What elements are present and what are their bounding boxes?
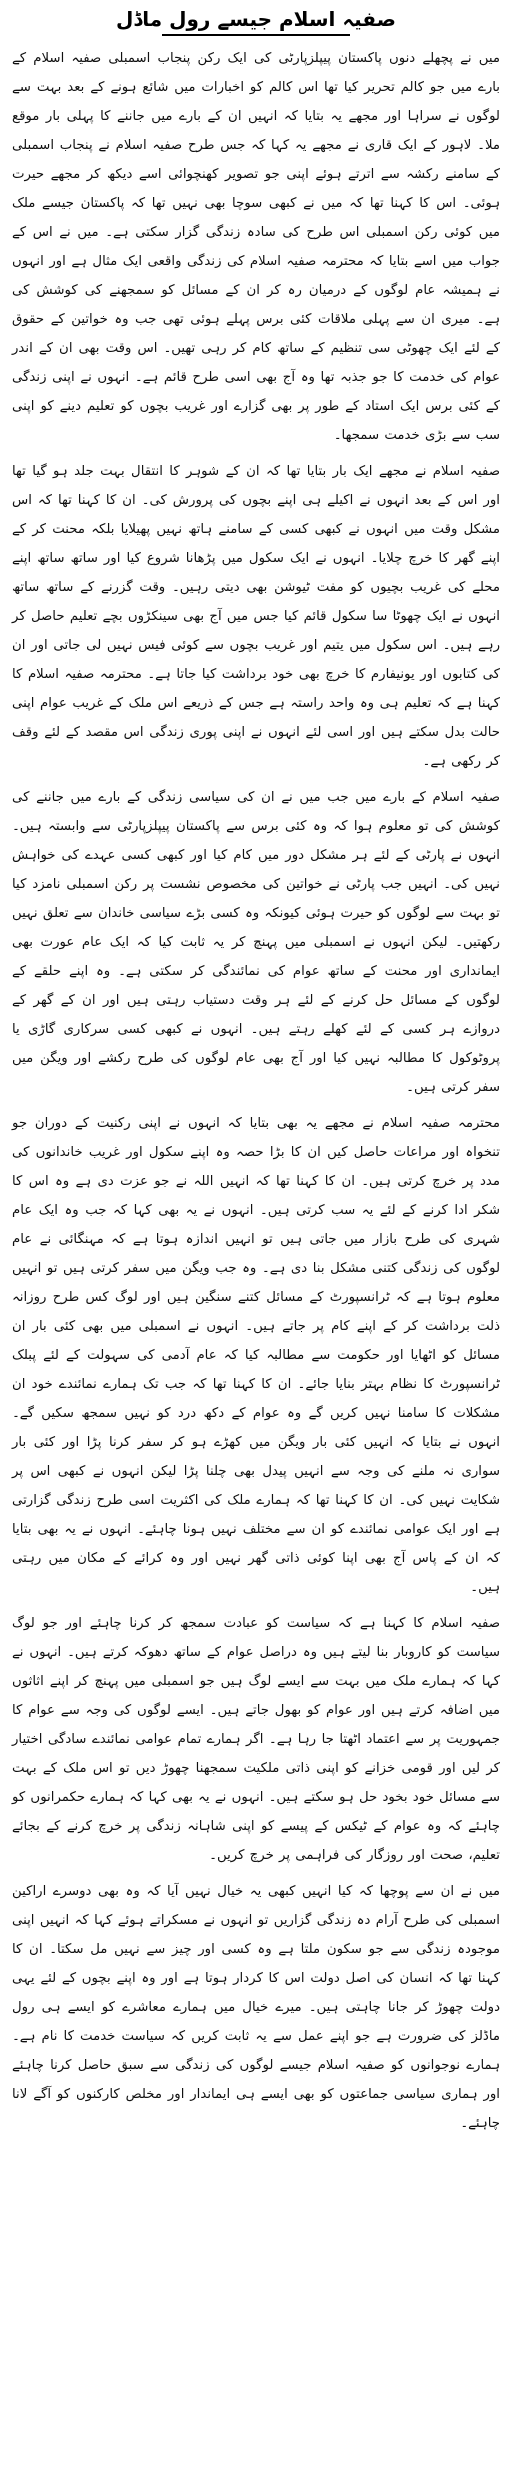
article-headline: صفیہ اسلام جیسے رول ماڈل xyxy=(116,7,396,31)
headline-underline xyxy=(162,34,350,36)
article-paragraph: محترمہ صفیہ اسلام نے مجھے یہ بھی بتایا کہ انہوں نے اپنی رکنیت کے دوران جو تنخواہ اور مراعات حاصل کیں ان کا بڑا حصہ وہ اپنے سکول اور غریب خاندانوں کی مدد پر خرچ کرتی ہیں۔ ان کا کہنا تھا کہ انہیں اللہ نے جو عزت دی ہے وہ اس کا شکر ادا کرنے کے لئے یہ سب کرتی ہیں۔ انہوں نے یہ بھی کہا کہ جب وہ ایک عام شہری کی طرح بازار میں جاتی ہیں تو انہیں اندازہ ہوتا ہے کہ مہنگائی نے عام لوگوں کی زندگی کتنی مشکل بنا دی ہے۔ وہ جب ویگن میں سفر کرتی ہیں تو انہیں معلوم ہوتا ہے کہ ٹرانسپورٹ کے مسائل کتنے سنگین ہیں اور لوگ کس طرح روزانہ ذلت برداشت کر کے اپنے کام پر جاتے ہیں۔ انہوں نے اسمبلی میں بھی کئی بار ان مسائل کو اٹھایا اور حکومت سے مطالبہ کیا کہ عام آدمی کی سہولت کے لئے پبلک ٹرانسپورٹ کا نظام بہتر بنایا جائے۔ ان کا کہنا تھا کہ جب تک ہمارے نمائندے خود ان مشکلات کا سامنا نہیں کریں گے وہ عوام کے دکھ درد کو نہیں سمجھ سکیں گے۔ انہوں نے بتایا کہ انہیں کئی بار ویگن میں کھڑے ہو کر سفر کرنا پڑا اور کئی بار سواری نہ ملنے کی وجہ سے انہیں پیدل بھی چلنا پڑا لیکن انہوں نے کبھی اس پر شکایت نہیں کی۔ ان کا کہنا تھا کہ ہمارے ملک کی اکثریت اسی طرح زندگی گزارتی ہے اور ایک عوامی نمائندے کو ان سے مختلف نہیں ہونا چاہئے۔ انہوں نے یہ بھی بتایا کہ ان کے پاس آج بھی اپنا کوئی ذاتی گھر نہیں اور وہ کرائے کے مکان میں رہتی ہیں۔ xyxy=(12,1116,500,1595)
article-body xyxy=(12,44,500,2138)
article-paragraph: صفیہ اسلام کا کہنا ہے کہ سیاست کو عبادت سمجھ کر کرنا چاہئے اور جو لوگ سیاست کو کاروبار بنا لیتے ہیں وہ دراصل عوام کے ساتھ دھوکہ کرتے ہیں۔ انہوں نے کہا کہ ہمارے ملک میں بہت سے ایسے لوگ ہیں جو اسمبلی میں پہنچ کر اپنے اثاثوں میں اضافہ کرتے ہیں اور عوام کو بھول جاتے ہیں۔ ایسے لوگوں کی وجہ سے عوام کا جمہوریت پر سے اعتماد اٹھتا جا رہا ہے۔ اگر ہمارے تمام عوامی نمائندے سادگی اختیار کر لیں اور قومی خزانے کو اپنی ذاتی ملکیت سمجھنا چھوڑ دیں تو اس ملک کے بہت سے مسائل خود بخود حل ہو سکتے ہیں۔ انہوں نے یہ بھی کہا کہ ہمارے حکمرانوں کو چاہئے کہ وہ عوام کے ٹیکس کے پیسے کو اپنی شاہانہ زندگی پر خرچ کرنے کے بجائے تعلیم، صحت اور روزگار کی فراہمی پر خرچ کریں۔ xyxy=(12,1616,500,1863)
article-paragraph: میں نے ان سے پوچھا کہ کیا انہیں کبھی یہ خیال نہیں آیا کہ وہ بھی دوسرے اراکین اسمبلی کی طرح آرام دہ زندگی گزاریں تو انہوں نے مسکراتے ہوئے کہا کہ انہیں اپنی موجودہ زندگی سے جو سکون ملتا ہے وہ کسی اور چیز سے نہیں مل سکتا۔ ان کا کہنا تھا کہ انسان کی اصل دولت اس کا کردار ہوتا ہے اور وہ اپنے بچوں کے لئے یہی دولت چھوڑ کر جانا چاہتی ہیں۔ میرے خیال میں ہمارے معاشرے کو ایسے ہی رول ماڈلز کی ضرورت ہے جو اپنے عمل سے یہ ثابت کریں کہ سیاست خدمت کا نام ہے۔ ہمارے نوجوانوں کو صفیہ اسلام جیسے لوگوں کی زندگی سے سبق حاصل کرنا چاہئے اور ہماری سیاسی جماعتوں کو بھی ایسے ہی ایماندار اور مخلص کارکنوں کو آگے لانا چاہئے۔ xyxy=(12,1884,500,2131)
article-paragraph: صفیہ اسلام کے بارے میں جب میں نے ان کی سیاسی زندگی کے بارے میں جاننے کی کوشش کی تو معلوم ہوا کہ وہ کئی برس سے پاکستان پیپلزپارٹی سے وابستہ ہیں۔ انہوں نے پارٹی کے لئے ہر مشکل دور میں کام کیا اور کبھی کسی عہدے کی خواہش نہیں کی۔ انہیں جب پارٹی نے خواتین کی مخصوص نشست پر رکن اسمبلی نامزد کیا تو بہت سے لوگوں کو حیرت ہوئی کیونکہ وہ کسی بڑے سیاسی خاندان سے تعلق نہیں رکھتیں۔ لیکن انہوں نے اسمبلی میں پہنچ کر یہ ثابت کیا کہ ایک عام عورت بھی ایمانداری اور محنت کے ساتھ عوام کی نمائندگی کر سکتی ہے۔ وہ اپنے حلقے کے لوگوں کے مسائل حل کرنے کے لئے ہر وقت دستیاب رہتی ہیں اور ان کے گھر کے دروازے ہر کسی کے لئے کھلے رہتے ہیں۔ انہوں نے کبھی کسی سرکاری گاڑی یا پروٹوکول کا مطالبہ نہیں کیا اور آج بھی عام لوگوں کی طرح رکشے اور ویگن میں سفر کرتی ہیں۔ xyxy=(12,790,500,1095)
article-paragraph: صفیہ اسلام نے مجھے ایک بار بتایا تھا کہ ان کے شوہر کا انتقال بہت جلد ہو گیا تھا اور اس کے بعد انہوں نے اکیلے ہی اپنے بچوں کی پرورش کی۔ ان کا کہنا تھا کہ اس مشکل وقت میں انہوں نے کبھی کسی کے سامنے ہاتھ نہیں پھیلایا بلکہ محنت کر کے اپنے گھر کا خرچ چلایا۔ انہوں نے ایک سکول میں پڑھانا شروع کیا اور ساتھ ساتھ اپنے محلے کی غریب بچیوں کو مفت ٹیوشن بھی دیتی رہیں۔ وقت گزرنے کے ساتھ ساتھ انہوں نے ایک چھوٹا سا سکول قائم کیا جس میں آج بھی سینکڑوں بچے تعلیم حاصل کر رہے ہیں۔ اس سکول میں یتیم اور غریب بچوں سے کوئی فیس نہیں لی جاتی اور ان کی کتابوں اور یونیفارم کا خرچ بھی خود برداشت کیا جاتا ہے۔ محترمہ صفیہ اسلام کا کہنا ہے کہ تعلیم ہی وہ واحد راستہ ہے جس کے ذریعے اس ملک کے غریب عوام اپنی حالت بدل سکتے ہیں اور اسی لئے انہوں نے اپنی پوری زندگی اس مقصد کے لئے وقف کر رکھی ہے۔ xyxy=(12,464,500,769)
article-paragraph: میں نے پچھلے دنوں پاکستان پیپلزپارٹی کی ایک رکن پنجاب اسمبلی صفیہ اسلام کے بارے میں جو کالم تحریر کیا تھا اس کالم کو اخبارات میں شائع ہونے کے بعد بہت سے لوگوں نے سراہا اور مجھے یہ بتایا کہ انہیں ان کے بارے میں جاننے کا پہلی بار موقع ملا۔ لاہور کے ایک قاری نے مجھے یہ کہا کہ جس طرح صفیہ اسلام نے پنجاب اسمبلی کے سامنے رکشہ سے اترتے ہوئے اپنی جو تصویر کھنچوائی اسے دیکھ کر مجھے حیرت ہوئی۔ اس کا کہنا تھا کہ میں نے کبھی سوچا بھی نہیں تھا کہ پاکستان جیسے ملک میں کوئی رکن اسمبلی اس طرح کی سادہ زندگی گزار سکتی ہے۔ میں نے اس کے جواب میں اسے بتایا کہ محترمہ صفیہ اسلام کی زندگی واقعی ایک مثال ہے اور انہوں نے ہمیشہ عام لوگوں کے درمیان رہ کر ان کے مسائل کو سمجھنے کی کوشش کی ہے۔ میری ان سے پہلی ملاقات کئی برس پہلے ہوئی تھی جب وہ خواتین کے حقوق کے لئے ایک چھوٹی سی تنظیم کے ساتھ کام کر رہی تھیں۔ اس وقت بھی ان کے اندر عوام کی خدمت کا جو جذبہ تھا وہ آج بھی اسی طرح قائم ہے۔ انہوں نے اپنی زندگی کے کئی برس ایک استاد کے طور پر بھی گزارے اور غریب بچوں کو تعلیم دینے کو اپنی سب سے بڑی خدمت سمجھا۔ xyxy=(12,51,500,443)
